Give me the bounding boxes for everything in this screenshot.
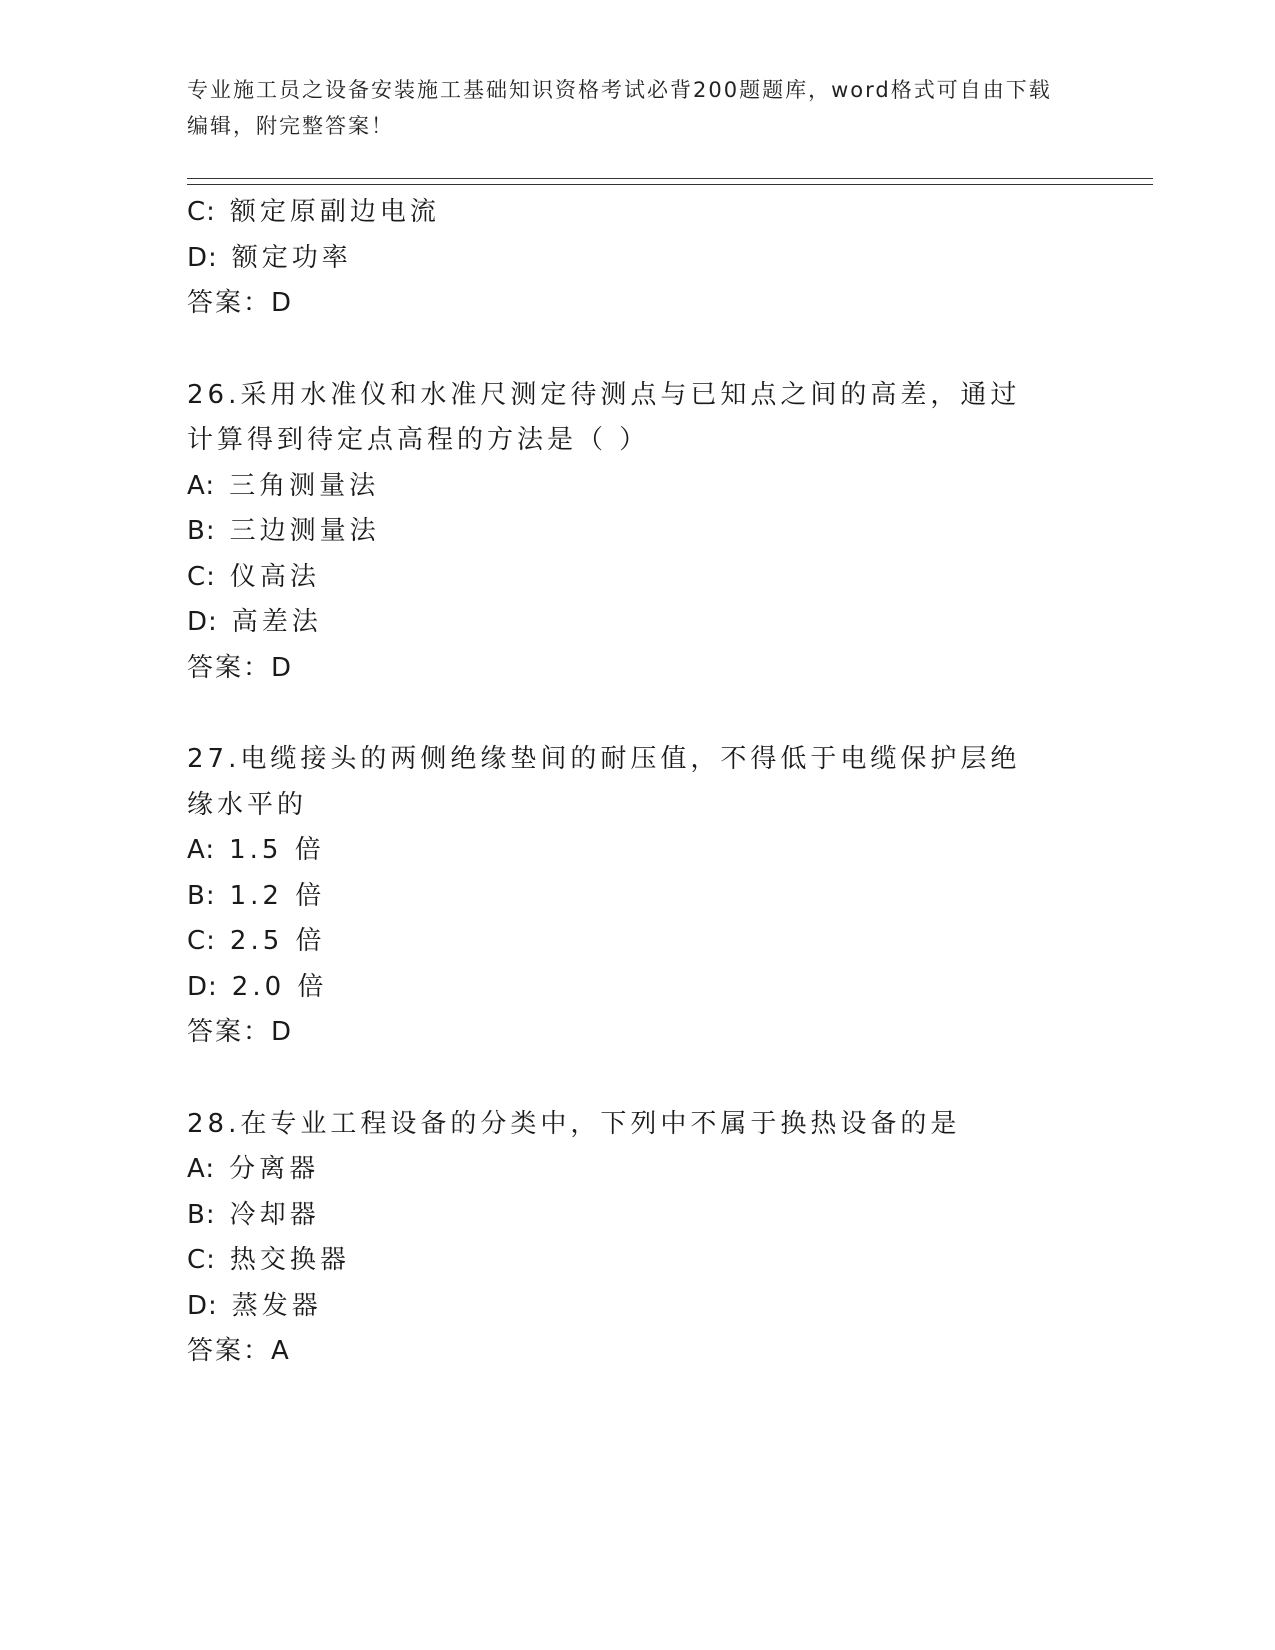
header-divider (187, 178, 1153, 185)
option-b: B: 1.2 倍 (187, 880, 326, 911)
answer-line: 答案：D (187, 288, 294, 318)
question-27 (187, 737, 1087, 1056)
option-d: D: 额定功率 (187, 242, 352, 273)
option-a: A: 三角测量法 (187, 470, 380, 501)
option-c: C: 2.5 倍 (187, 926, 326, 956)
option-c: C: 额定原副边电流 (187, 197, 440, 227)
answer-line: 答案：D (187, 652, 294, 683)
option-b: B: 冷却器 (187, 1199, 320, 1230)
option-c: C: 仪高法 (187, 561, 320, 592)
document-body (187, 190, 1087, 1375)
option-d: D: 高差法 (187, 607, 322, 637)
carryover-block (187, 190, 1087, 327)
page-header: 专业施工员之设备安装施工基础知识资格考试必背200题题库，word格式可自由下载编辑，附完整答案！ (187, 78, 1052, 138)
option-d: D: 蒸发器 (187, 1290, 322, 1321)
question-28 (187, 1102, 1087, 1375)
answer-line: 答案：A (187, 1336, 291, 1366)
question-stem: 28.在专业工程设备的分类中，下列中不属于换热设备的是 (187, 1108, 961, 1139)
option-c: C: 热交换器 (187, 1245, 350, 1275)
question-26 (187, 373, 1087, 692)
option-d: D: 2.0 倍 (187, 971, 328, 1002)
question-stem: 27.电缆接头的两侧绝缘垫间的耐压值，不得低于电缆保护层绝缘水平的 (187, 744, 1021, 820)
answer-line: 答案：D (187, 1017, 294, 1047)
question-stem: 26.采用水准仪和水准尺测定待测点与已知点之间的高差，通过计算得到待定点高程的方法是（ ） (187, 379, 1021, 455)
option-a: A: 1.5 倍 (187, 835, 325, 865)
option-b: B: 三边测量法 (187, 516, 380, 546)
option-a: A: 分离器 (187, 1154, 320, 1184)
